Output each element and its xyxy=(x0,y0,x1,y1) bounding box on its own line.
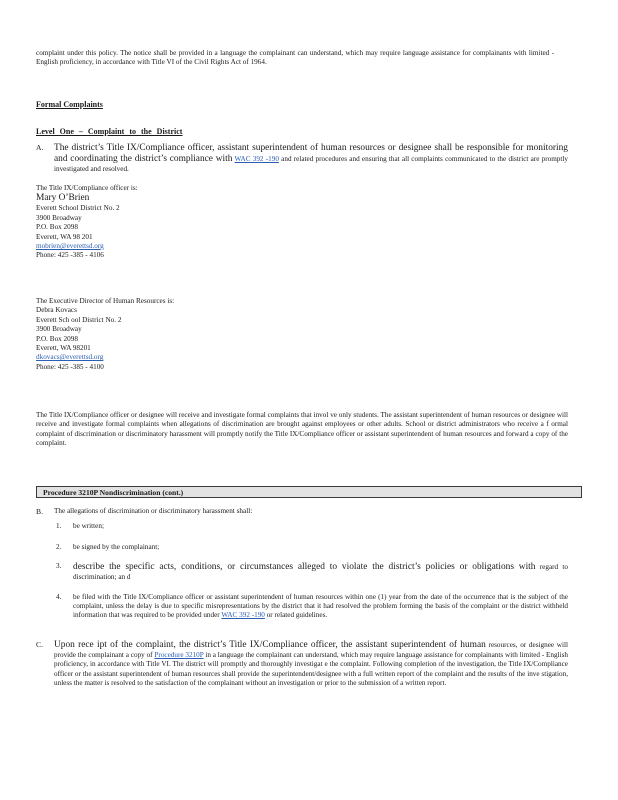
item-a xyxy=(36,143,568,174)
allegation-item: 2. be signed by the complainant; xyxy=(56,542,160,551)
contact-hr-director xyxy=(36,297,236,372)
item-c: C. Upon rece ipt of the complaint, the district’s Title IX/Compliance officer, the assistant superintendent of human resources, or designee will provide the complainant a copy of Procedure 3210P in a language the complainant can understand, which may require language assistance for complainants with limited - English proficiency, in accordance with Title VI. The district will promptly and thoroughly investigat e the complaint. Following completion of the investigation, the Title IX/Compliance officer or the assistant superintendent of human resources shall provide the superintendent/designee with a full written report of the complaint and the results of the inve stigation, unless the matter is resolved to the satisfaction of the complainant without an investigation or prior to the submission of a written report. xyxy=(36,640,569,688)
item-b-head: The allegations of discrimination or discriminatory harassment shall: xyxy=(54,507,253,515)
item-a-label: A. xyxy=(36,143,44,152)
contact2-org: Everett Sch ool District No. 2 xyxy=(36,315,122,324)
item-c-text: Upon rece ipt of the complaint, the district’s Title IX/Compliance officer, the assistant superintendent of human xyxy=(54,640,486,650)
responsibility-paragraph: The Title IX/Compliance officer or designee will receive and investigate formal complaints that invol ve only students. The assistant superintendent of human resources or designee will receive and investigate formal complaints when allegations of discrimination are brought against employees or other adults. School or district administrators who receive a f ormal complaint of discrimination or discriminatory harassment will promptly notify the Title IX/Compliance officer or assistant superintendent of human resources and forward a copy of the complaint. xyxy=(36,411,568,448)
contact1-email-link[interactable]: mobrien@everettsd.org xyxy=(36,242,104,251)
contact1-intro: The Title IX/Compliance officer is: xyxy=(36,184,138,192)
contact2-pobox: P.O. Box 2098 xyxy=(36,334,78,343)
contact1-pobox: P.O. Box 2098 xyxy=(36,223,78,232)
contact1-org: Everett School District No. 2 xyxy=(36,204,120,213)
procedure-banner-text: Procedure 3210P Nondiscrimination (cont.) xyxy=(43,488,184,497)
item-c-label: C. xyxy=(36,640,43,649)
contact1-city: Everett, WA 98 201 xyxy=(36,232,93,241)
allegation-item: 3. describe the specific acts, conditions, or circumstances alleged to violate the district’s policies or obligations with regard to discrimination; an d xyxy=(56,562,568,582)
contact-compliance-officer xyxy=(36,184,236,261)
allegation-item: 1. be written; xyxy=(56,522,104,531)
contact2-phone: Phone: 425 -385 - 4100 xyxy=(36,362,104,371)
contact2-street: 3900 Broadway xyxy=(36,325,82,334)
wac-link-b[interactable]: WAC 392 -190 xyxy=(221,611,265,620)
allegation-item: 4. be filed with the Title IX/Compliance officer or assistant superintendent of human resources within one (1) year from the date of the occurrence that is the subject of the complaint, unless the delay is due to specific misrepresentations by the district that it had resolved the problem forming the basis of the complaint or the district withheld information that was required to be provided under WAC 392 -190 or related guidelines. xyxy=(56,592,568,620)
contact1-phone: Phone: 425 -385 - 4106 xyxy=(36,251,104,260)
item-b xyxy=(36,507,568,621)
contact2-name: Debra Kovacs xyxy=(36,306,77,315)
formal-complaints-heading: Formal Complaints xyxy=(36,100,103,109)
procedure-link[interactable]: Procedure 3210P xyxy=(154,651,204,659)
item-a-text: The district’s Title IX/Compliance officer, assistant superintendent of human resources or designee shall be responsible for monitoring and coordinating the district’s compliance with xyxy=(54,143,568,164)
contact1-name: Mary O’Brien xyxy=(36,193,90,204)
intro-paragraph: complaint under this policy. The notice shall be provided in a language the complainant can understand, which may require language assistance for complainants with limited - English proficiency, in accordance with Title VI of the Civil Rights Act of 1964. xyxy=(36,49,554,67)
contact1-street: 3900 Broadway xyxy=(36,213,82,222)
contact2-intro: The Executive Director of Human Resources is: xyxy=(36,297,175,305)
item-a-text-cont: and related procedures and ensuring that all complaints communicated to the district are promptly investigated and resolved. xyxy=(54,155,568,173)
item-b-label: B. xyxy=(36,507,43,516)
contact2-city: Everett, WA 98201 xyxy=(36,344,91,353)
wac-link-a[interactable]: WAC 392 -190 xyxy=(234,155,279,163)
contact2-email-link[interactable]: dkovacs@everettsd.org xyxy=(36,353,104,362)
procedure-banner xyxy=(36,486,582,498)
level-one-heading: Level One – Complaint to the District xyxy=(36,127,183,136)
